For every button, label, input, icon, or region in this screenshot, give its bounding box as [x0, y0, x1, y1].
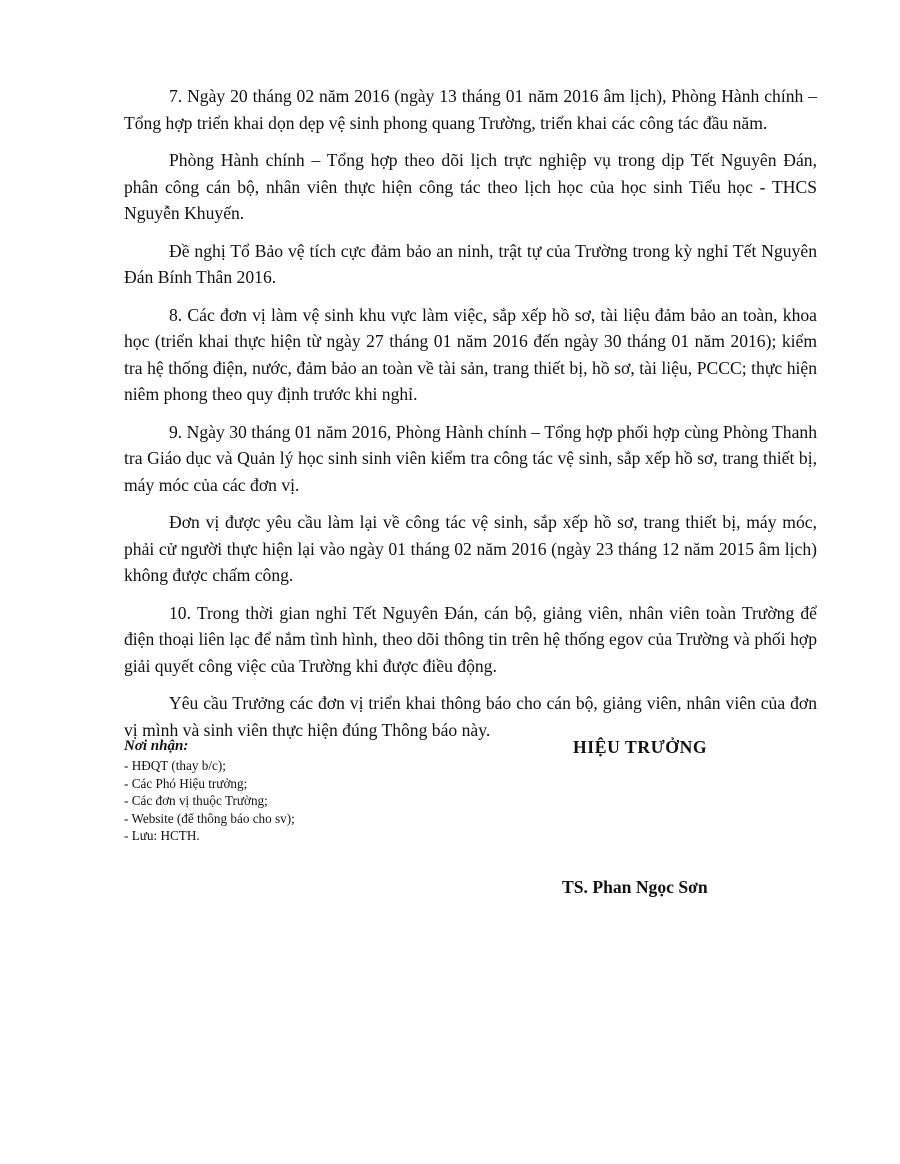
paragraph-item-7: 7. Ngày 20 tháng 02 năm 2016 (ngày 13 tháng 01 năm 2016 âm lịch), Phòng Hành chính – Tổng hợp triển khai dọn dẹp vệ sinh phong quang Trường, triển khai các công tác đầu năm. — [124, 86, 817, 133]
recipient-item: - Lưu: HCTH. — [124, 828, 200, 843]
recipient-item: - Các đơn vị thuộc Trường; — [124, 793, 268, 808]
paragraph-item-9: 9. Ngày 30 tháng 01 năm 2016, Phòng Hành chính – Tổng hợp phối hợp cùng Phòng Thanh tra Giáo dục và Quản lý học sinh sinh viên kiểm tra công tác vệ sinh, sắp xếp hồ sơ, trang thiết bị, máy móc của các đơn vị. — [124, 421, 817, 495]
recipient-item: - Website (để thông báo cho sv); — [124, 810, 295, 826]
document-body — [124, 83, 817, 754]
paragraph-item-8: 8. Các đơn vị làm vệ sinh khu vực làm việc, sắp xếp hồ sơ, tài liệu đảm bảo an toàn, khoa học (triển khai thực hiện từ ngày 27 tháng 01 năm 2016 đến ngày 30 tháng 01 năm 2016); kiểm tra hệ thống điện, nước, đảm bảo an toàn về tài sản, trang thiết bị, hồ sơ, tài liệu, PCCC; thực hiện niêm phong theo quy định trước khi nghỉ. — [124, 304, 817, 404]
recipients-list — [124, 757, 484, 845]
recipients-block — [124, 737, 484, 845]
signer-name: TS. Phan Ngọc Sơn — [562, 877, 708, 897]
paragraph-security: Đề nghị Tổ Bảo vệ tích cực đảm bảo an ninh, trật tự của Trường trong kỳ nghỉ Tết Nguyên Đán Bính Thân 2016. — [124, 240, 817, 287]
paragraph-closing-request: Yêu cầu Trưởng các đơn vị triển khai thông báo cho cán bộ, giảng viên, nhân viên của đơn vị mình và sinh viên thực hiện đúng Thông báo này. — [124, 693, 817, 740]
signer-title: HIỆU TRƯỞNG — [573, 737, 708, 757]
recipient-item: - HĐQT (thay b/c); — [124, 758, 226, 773]
paragraph-item-10: 10. Trong thời gian nghỉ Tết Nguyên Đán, cán bộ, giảng viên, nhân viên toàn Trường để điện thoại liên lạc để nắm tình hình, theo dõi thông tin trên hệ thống egov của Trường và phối hợp giải quyết công việc của Trường khi được điều động. — [124, 602, 817, 676]
recipient-item: - Các Phó Hiệu trưởng; — [124, 775, 248, 791]
paragraph-admin-duty: Phòng Hành chính – Tổng hợp theo dõi lịch trực nghiệp vụ trong dịp Tết Nguyên Đán, phân công cán bộ, nhân viên thực hiện công tác theo lịch học của học sinh Tiểu học - THCS Nguyễn Khuyến. — [124, 150, 817, 223]
paragraph-redo-request: Đơn vị được yêu cầu làm lại về công tác vệ sinh, sắp xếp hồ sơ, trang thiết bị, máy móc, phải cử người thực hiện lại vào ngày 01 tháng 02 năm 2016 (ngày 23 tháng 12 năm 2015 âm lịch) không được chấm công. — [124, 512, 817, 585]
recipients-title: Nơi nhận: — [124, 738, 189, 754]
